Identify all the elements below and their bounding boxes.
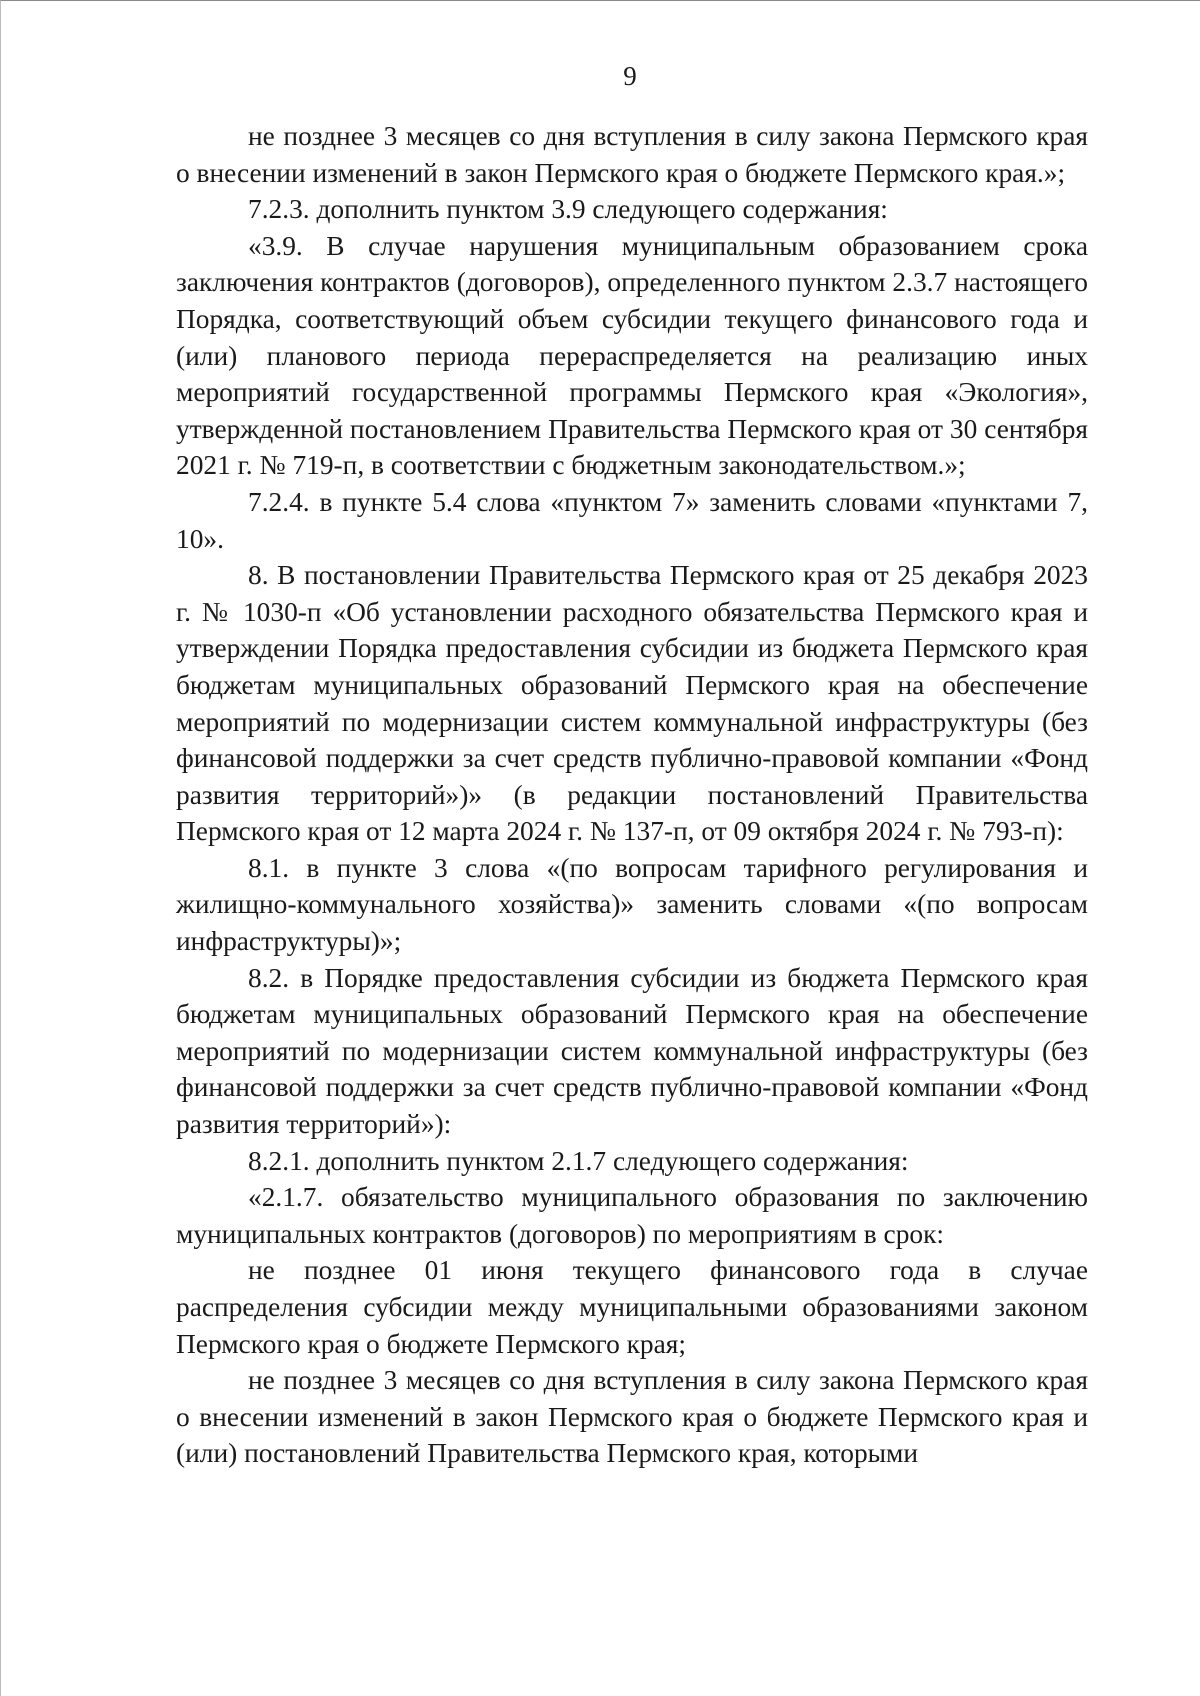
paragraph: не позднее 01 июня текущего финансового года в случае распределения субсидии между муниципальными образованиями законом Пермского края о бюджете Пермского края; <box>176 1255 1088 1359</box>
paragraph: 8.2.1. дополнить пунктом 2.1.7 следующего содержания: <box>248 1145 909 1176</box>
page-number: 9 <box>623 61 637 91</box>
document-body <box>176 118 1088 1472</box>
paragraph: «2.1.7. обязательство муниципального образования по заключению муниципальных контрактов (договоров) по мероприятиям в срок: <box>176 1182 1088 1249</box>
paragraph: 8. В постановлении Правительства Пермского края от 25 декабря 2023 г. № 1030-п «Об установлении расходного обязательства Пермского края и утверждении Порядка предоставления субсидии из бюджета Пермского края бюджетам муниципальных образований Пермского края на обеспечение мероприятий по модернизации систем коммунальной инфраструктуры (без финансовой поддержки за счет средств публично-правовой компании «Фонд развития территорий»)» (в редакции постановлений Правительства Пермского края от 12 марта 2024 г. № 137-п, от 09 октября 2024 г. № 793-п): <box>176 560 1088 847</box>
paragraph: не позднее 3 месяцев со дня вступления в силу закона Пермского края о внесении изменений в закон Пермского края о бюджете Пермского края и (или) постановлений Правительства Пермского края, которыми <box>176 1365 1088 1469</box>
paragraph: 8.1. в пункте 3 слова «(по вопросам тарифного регулирования и жилищно-коммунального хозяйства)» заменить словами «(по вопросам инфраструктуры)»; <box>176 852 1088 957</box>
paragraph: не позднее 3 месяцев со дня вступления в силу закона Пермского края о внесении изменений в закон Пермского края о бюджете Пермского края.»; <box>176 121 1088 188</box>
paragraph: 7.2.4. в пункте 5.4 слова «пунктом 7» заменить словами «пунктами 7, 10». <box>176 486 1088 554</box>
paragraph: 7.2.3. дополнить пунктом 3.9 следующего содержания: <box>248 194 888 225</box>
paragraph: 8.2. в Порядке предоставления субсидии из бюджета Пермского края бюджетам муниципальных образований Пермского края на обеспечение мероприятий по модернизации систем коммунальной инфраструктуры (без финансовой поддержки за счет средств публично-правовой компании «Фонд развития территорий»): <box>176 962 1088 1140</box>
paragraph: «3.9. В случае нарушения муниципальным образованием срока заключения контрактов (договоров), определенного пунктом 2.3.7 настоящего Порядка, соответствующий объем субсидии текущего финансового года и (или) планового периода перераспределяется на реализацию иных мероприятий государственной программы Пермского края «Экология», утвержденной постановлением Правительства Пермского края от 30 сентября 2021 г. № 719-п, в соответствии с бюджетным законодательством.»; <box>176 230 1088 481</box>
